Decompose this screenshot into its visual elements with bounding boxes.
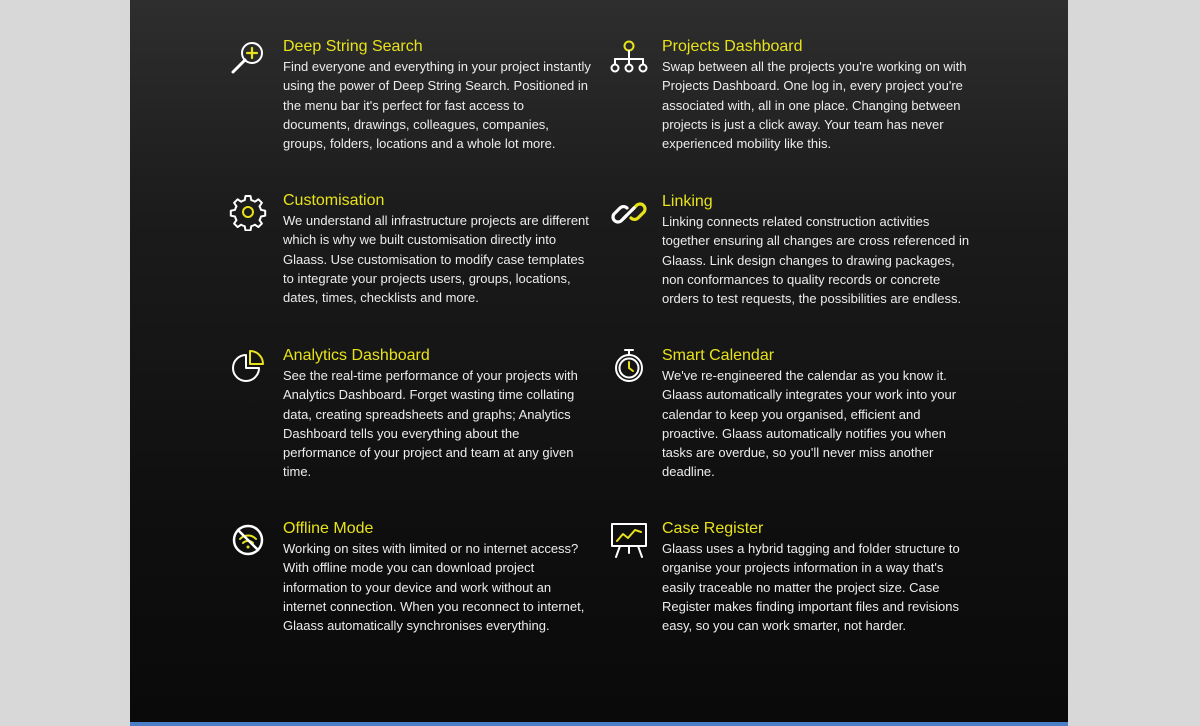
feature-deep-string-search — [283, 37, 593, 153]
stopwatch-icon — [610, 347, 648, 385]
no-wifi-icon — [229, 521, 267, 559]
feature-description: Working on sites with limited or no internet access? With offline mode you can download project information to your device and work without an internet connection. When you reconnect to internet, Glaass automatically synchronises everything. — [283, 541, 585, 634]
feature-title: Customisation — [283, 192, 385, 209]
feature-description: Glaass uses a hybrid tagging and folder structure to organise your projects information in a way that's easily traceable no matter the project size. Case Register makes finding important files and revisions easy, so you can work smarter, not harder. — [662, 541, 960, 634]
feature-description: Linking connects related construction activities together ensuring all changes are cross referenced in Glaass. Link design changes to drawing packages, non conformances to quality records or concrete orders to test requests, the possibilities are endless. — [662, 214, 970, 307]
feature-description: We understand all infrastructure projects are different which is why we built customisation directly into Glaass. Use customisation to modify case templates to integrate your projects users, groups, locations, dates, times, checklists and more. — [283, 213, 589, 306]
presentation-board-icon — [610, 521, 648, 559]
feature-offline-mode — [283, 519, 593, 635]
feature-description: Swap between all the projects you're working on with Projects Dashboard. One log in, every project you're associated with, all in one place. Changing between projects is just a click away. Your team has never experienced mobility like this. — [662, 59, 967, 152]
bottom-strip — [130, 722, 1068, 726]
feature-smart-calendar — [662, 346, 972, 482]
feature-description: See the real-time performance of your projects with Analytics Dashboard. Forget wasting time collating data, creating spreadsheets and graphs; Analytics Dashboard tells you everything about the performance of your project and team at any given time. — [283, 368, 578, 480]
pie-chart-icon — [229, 348, 267, 386]
feature-case-register — [662, 519, 972, 635]
feature-title: Projects Dashboard — [662, 38, 803, 55]
feature-linking — [662, 192, 972, 308]
feature-title: Analytics Dashboard — [283, 347, 430, 364]
feature-projects-dashboard — [662, 37, 972, 153]
feature-description: We've re-engineered the calendar as you know it. Glaass automatically integrates your work into your calendar to keep you organised, efficient and proactive. Glaass automatically notifies you when tasks are overdue, so you'll never miss another deadline. — [662, 368, 957, 480]
feature-analytics-dashboard — [283, 346, 593, 482]
hierarchy-icon — [610, 39, 648, 77]
feature-customisation — [283, 191, 593, 307]
feature-title: Deep String Search — [283, 38, 423, 55]
feature-title: Offline Mode — [283, 520, 374, 537]
feature-description: Find everyone and everything in your project instantly using the power of Deep String Search. Positioned in the menu bar it's perfect for fast access to documents, drawings, colleagues, companies, groups, folders, locations and a whole lot more. — [283, 59, 591, 152]
magnifier-plus-icon — [229, 39, 267, 77]
feature-title: Case Register — [662, 520, 764, 537]
feature-title: Smart Calendar — [662, 347, 775, 364]
chain-link-icon — [610, 194, 648, 232]
feature-title: Linking — [662, 193, 713, 210]
gear-icon — [229, 193, 267, 231]
